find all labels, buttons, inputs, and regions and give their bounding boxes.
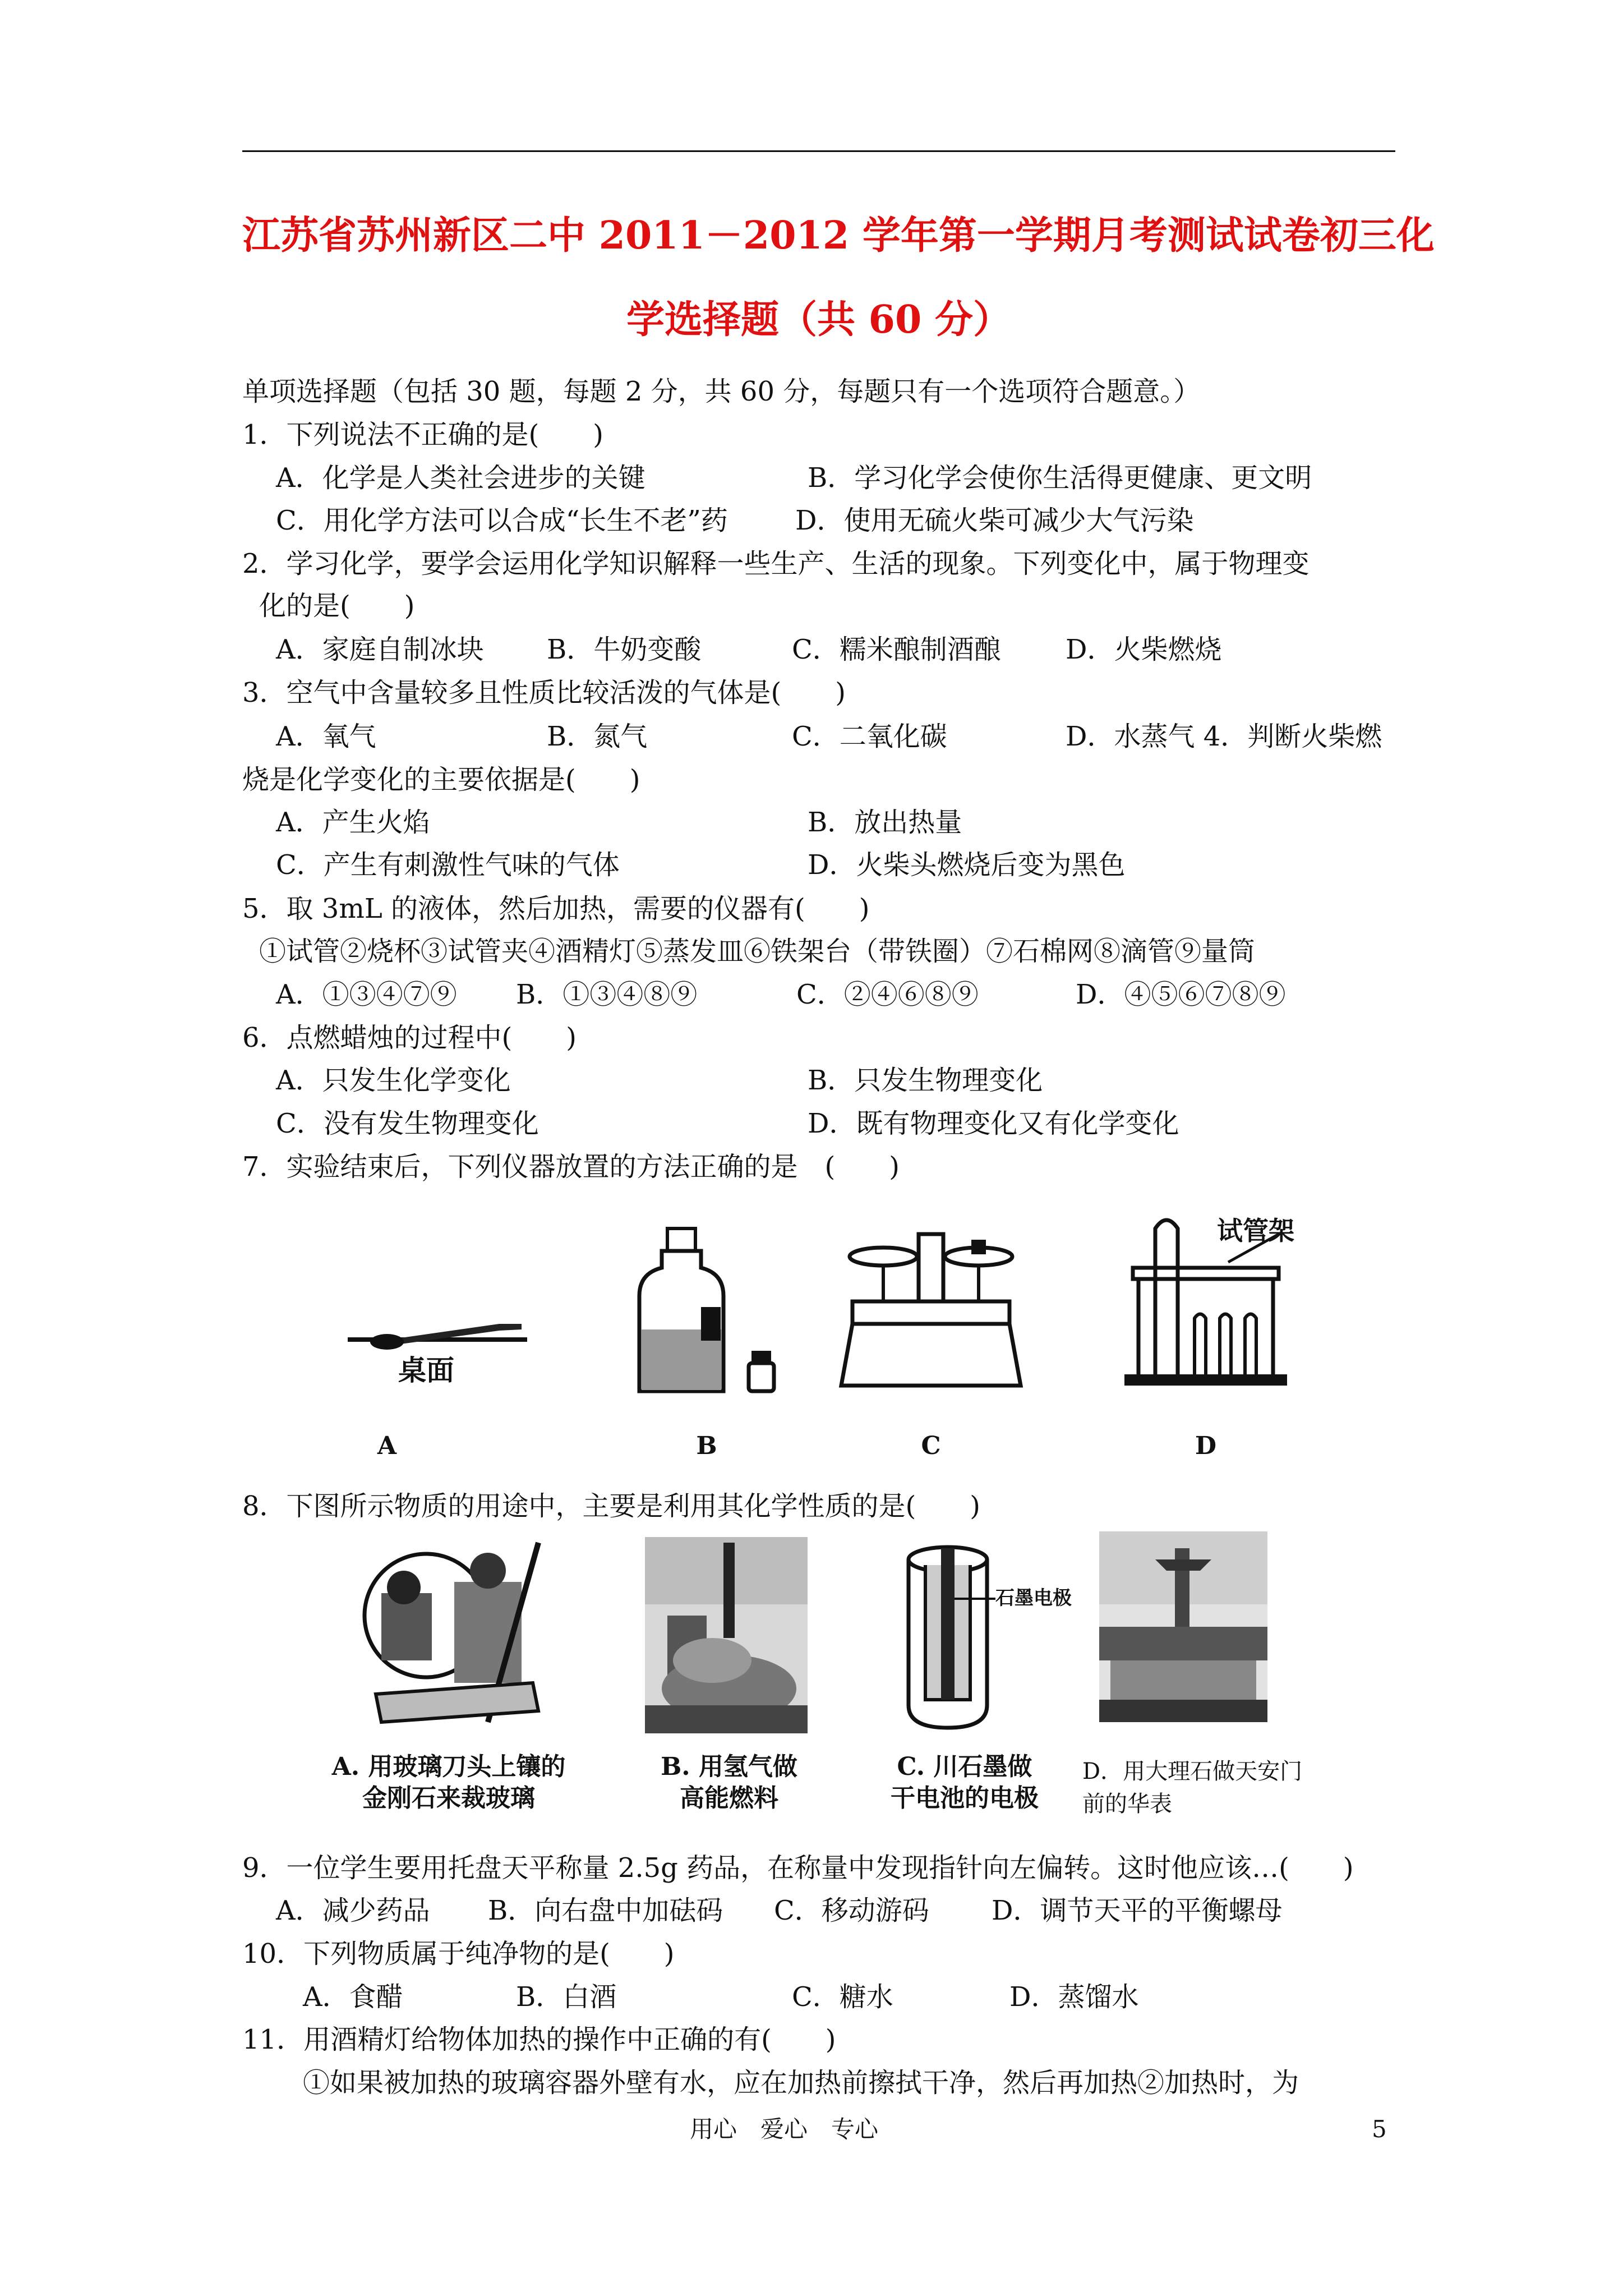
section-intro: 单项选择题（包括 30 题，每题 2 分，共 60 分，每题只有一个选项符合题意。） [242,376,1201,407]
q7-figure-label-b: B [696,1432,717,1460]
q1-option-d: D．使用无硫火柴可减少大气污染 [795,505,1194,536]
q10-option-b: B．白酒 [516,1981,617,2013]
q2-option-b: B．牛奶变酸 [547,634,702,665]
q2-option-d: D．火柴燃烧 [1066,634,1222,665]
q3-option-b: B．氮气 [547,721,648,752]
q8-caption-a-line-2: 金刚石来裁玻璃 [362,1784,535,1812]
q5-option-c: C．②④⑥⑧⑨ [796,979,979,1010]
q2-option-a: A．家庭自制冰块 [276,634,484,665]
q8-stem: 8．下图所示物质的用途中，主要是利用其化学性质的是( ) [242,1490,980,1522]
q1-option-a: A．化学是人类社会进步的关键 [276,462,645,494]
q6-stem: 6．点燃蜡烛的过程中( ) [242,1022,577,1053]
q1-option-c: C．用化学方法可以合成“长生不老”药 [276,505,728,536]
q3-option-d: D．水蒸气 4．判断火柴燃 [1066,721,1382,752]
q7-stem: 7．实验结束后，下列仪器放置的方法正确的是 ( ) [242,1151,900,1182]
q4-option-b: B．放出热量 [808,807,962,838]
q9-option-c: C．移动游码 [774,1895,929,1926]
q10-option-c: C．糖水 [792,1981,893,2013]
q10-option-a: A．食醋 [303,1981,403,2013]
q1-stem: 1．下列说法不正确的是( ) [242,419,603,450]
test-tube-rack-label: 试管架 [1217,1216,1294,1246]
q9-option-d: D．调节天平的平衡螺母 [992,1895,1283,1926]
q8-caption-c-line-2: 干电池的电极 [891,1784,1039,1812]
q7-figure-label-c: C [921,1432,941,1460]
tiananmen-marble-column-figure [1099,1531,1267,1722]
q8-caption-b-line-2: 高能燃料 [680,1784,778,1812]
q5-stem: 5．取 3mL 的液体，然后加热，需要的仪器有( ) [242,893,870,924]
q1-option-b: B．学习化学会使你生活得更健康、更文明 [808,462,1312,494]
q10-option-d: D．蒸馏水 [1009,1981,1139,2013]
table-label: 桌面 [398,1354,454,1387]
header-rule [242,150,1395,152]
q3-stem: 3．空气中含量较多且性质比较活泼的气体是( ) [242,677,846,708]
q9-stem: 9．一位学生要用托盘天平称量 2.5g 药品，在称量中发现指针向左偏转。这时他应该…( ) [242,1852,1354,1884]
open-reagent-bottle-figure [639,1223,785,1397]
hydrogen-rocket-launch-figure [645,1537,808,1733]
q5-option-a: A．①③④⑦⑨ [276,979,457,1010]
q7-figure-label-a: A [377,1432,397,1460]
q4-option-d: D．火柴头燃烧后变为黑色 [808,849,1126,881]
q6-option-d: D．既有物理变化又有化学变化 [808,1108,1179,1139]
q4-option-a: A．产生火焰 [276,807,430,838]
balance-scale-figure [841,1217,1021,1397]
q6-option-c: C．没有发生物理变化 [276,1108,539,1139]
q2-stem-line-1: 2．学习化学，要学会运用化学知识解释一些生产、生活的现象。下列变化中，属于物理变 [242,548,1310,579]
q8-caption-d-line-2: 前的华表 [1082,1791,1172,1817]
q9-option-a: A．减少药品 [276,1895,430,1926]
dry-cell-battery-figure [892,1537,1072,1733]
q5-items: ①试管②烧杯③试管夹④酒精灯⑤蒸发皿⑥铁架台（带铁圈）⑦石棉网⑧滴管⑨量筒 [259,936,1256,967]
q8-caption-a-line-1: A. 用玻璃刀头上镶的 [331,1752,566,1781]
q11-line-1: ①如果被加热的玻璃容器外壁有水，应在加热前擦拭干净，然后再加热②加热时，为 [303,2067,1299,2099]
q2-stem-line-2: 化的是( ) [259,590,415,622]
q6-option-a: A．只发生化学变化 [276,1065,511,1096]
q4-stem: 烧是化学变化的主要依据是( ) [242,764,640,795]
test-tube-on-table-figure [314,1212,561,1402]
q9-option-b: B．向右盘中加砝码 [488,1895,723,1926]
q7-figure-label-d: D [1195,1432,1217,1460]
q8-caption-c-line-1: C. 川石墨做 [897,1752,1032,1781]
test-tube-rack-figure [1116,1206,1340,1397]
q6-option-b: B．只发生物理变化 [808,1065,1043,1096]
q8-caption-d-line-1: D．用大理石做天安门 [1082,1759,1303,1784]
q5-option-d: D．④⑤⑥⑦⑧⑨ [1076,979,1286,1010]
glass-cutter-diamond-figure [359,1537,555,1750]
q10-stem: 10．下列物质属于纯净物的是( ) [242,1938,675,1970]
page-title-line-2: 学选择题（共 60 分） [626,297,1011,342]
q3-option-a: A．氧气 [276,721,376,752]
footer-motto: 用心 爱心 专心 [690,2115,879,2143]
q2-option-c: C．糯米酿制酒酿 [792,634,1001,665]
q4-option-c: C．产生有刺激性气味的气体 [276,849,620,881]
page-number: 5 [1372,2115,1387,2143]
q8-caption-b-line-1: B. 用氢气做 [661,1752,797,1781]
page-title-line-1: 江苏省苏州新区二中 2011－2012 学年第一学期月考测试试卷初三化 [242,213,1435,258]
q11-stem: 11．用酒精灯给物体加热的操作中正确的有( ) [242,2024,836,2055]
q3-option-c: C．二氧化碳 [792,721,947,752]
graphite-electrode-label: 石墨电极 [995,1587,1072,1609]
q5-option-b: B．①③④⑧⑨ [516,979,698,1010]
